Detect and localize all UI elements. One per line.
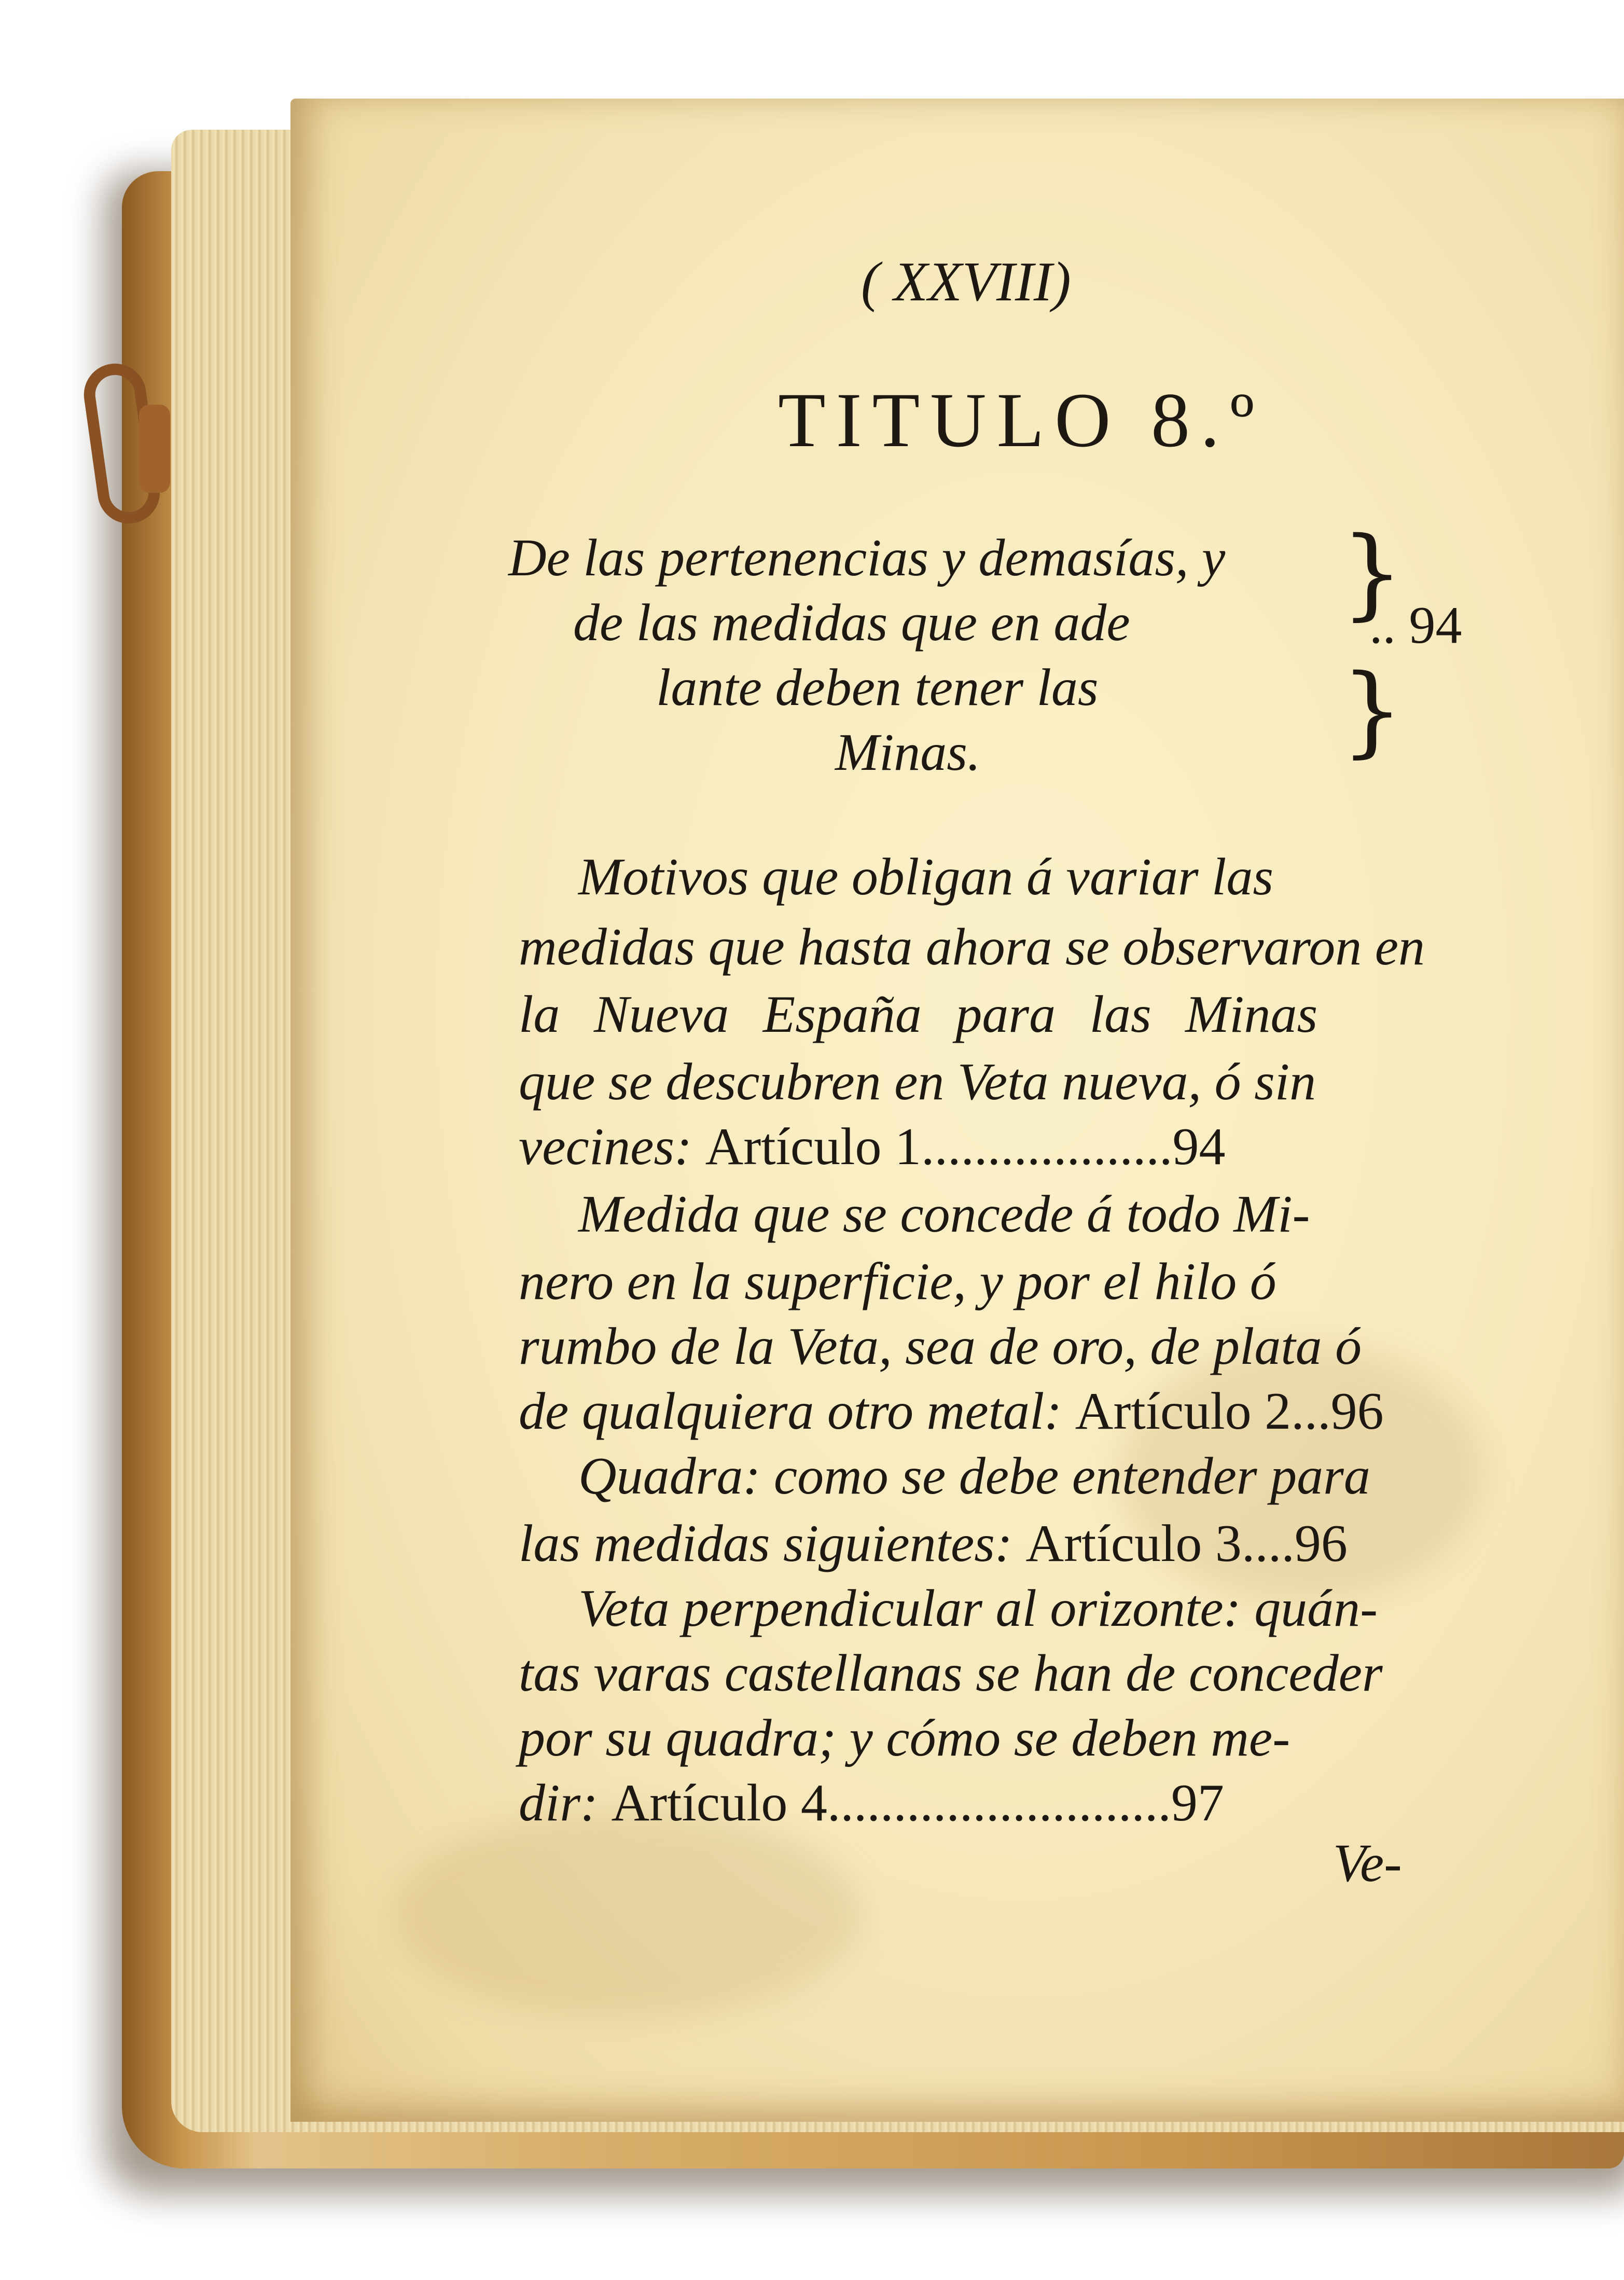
entry-article: Artículo 3 [1025, 1514, 1242, 1573]
entry-article: Artículo 4 [611, 1774, 827, 1832]
entry-page-ref: 96 [1294, 1514, 1348, 1573]
entry-line: la Nueva España para las Minas [519, 985, 1318, 1044]
entry-italic: dir: [519, 1774, 598, 1832]
heading-line: Minas. [835, 723, 981, 782]
heading-line: De las pertenencias y demasías, y [508, 529, 1226, 587]
entry-page-ref: 94 [1172, 1117, 1226, 1176]
entry-leader: .......................... [827, 1774, 1171, 1832]
entry-line: Veta perpendicular al orizonte: quán- [578, 1579, 1378, 1638]
heading-line: lante deben tener las [656, 658, 1099, 717]
entry-line: Motivos que obligan á variar las [578, 848, 1274, 906]
entry-line: por su quadra; y cómo se deben me- [519, 1709, 1290, 1767]
entry-italic: las medidas siguientes: [519, 1514, 1012, 1573]
entry-line: nero en la superficie, y por el hilo ó [519, 1252, 1276, 1311]
catchword: Ve- [1333, 1833, 1402, 1893]
entry-leader: ... [1291, 1382, 1331, 1441]
entry-line: Medida que se concede á todo Mi- [578, 1185, 1310, 1243]
entry-article: Artículo 1 [705, 1117, 922, 1176]
clasp-pin [139, 405, 170, 493]
page-number: ( XXVIII) [861, 251, 1071, 313]
entry-last-line [519, 1117, 1226, 1176]
entry-line: medidas que hasta ahora se observaron en [519, 918, 1425, 976]
entry-line: rumbo de la Veta, sea de oro, de plata ó [519, 1317, 1362, 1376]
entry-last-line [519, 1382, 1384, 1441]
heading-page-ref: .. 94 [1369, 596, 1462, 655]
entry-article: Artículo 2 [1075, 1382, 1292, 1441]
entry-last-line [519, 1514, 1348, 1573]
entry-leader: ................... [921, 1117, 1173, 1176]
entry-line: Quadra: como se debe entender para [578, 1447, 1370, 1505]
entry-page-ref: 97 [1171, 1774, 1224, 1832]
entry-leader: .... [1241, 1514, 1295, 1573]
entry-italic: vecines: [519, 1117, 692, 1176]
heading-brace: } [1341, 516, 1404, 630]
entry-last-line [519, 1774, 1224, 1832]
entry-italic: de qualquiera otro metal: [519, 1382, 1062, 1441]
heading-line: de las medidas que en ade [573, 593, 1130, 652]
section-title: TITULO 8.º [778, 377, 1265, 463]
entry-line: tas varas castellanas se han de conceder [519, 1644, 1383, 1703]
page-stain [394, 1811, 861, 2018]
heading-brace: } [1341, 653, 1404, 768]
entry-line: que se descubren en Veta nueva, ó sin [519, 1053, 1316, 1111]
entry-page-ref: 96 [1330, 1382, 1384, 1441]
